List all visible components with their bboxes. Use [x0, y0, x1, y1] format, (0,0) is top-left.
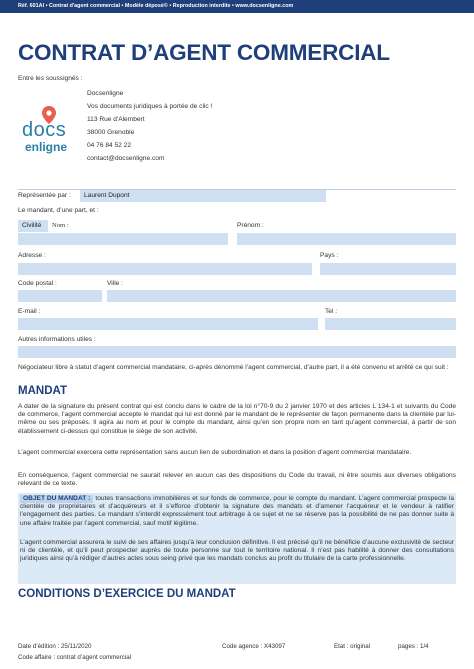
logo-enligne-text: enligne [25, 140, 68, 154]
footer-etat: Etat : original [334, 643, 371, 650]
objet-text: toutes transactions immobilières et sur fonds de commerce, pour le compte du mandant. L’agent commercial prospecte la clientèle de propriétaires et d’acquéreurs et il s’efforce d’obtenir la signature des mandats et d’amener l’acquéreur et le vendeur à ratifier l’engagement des parties. Le mandant s’interdit expressément tout arbitrage à ce sujet et ne se réserve pas la possibilité de ne pas donner suite à une affaire traitée par l’agent commercial, sauf motif légitime. [20, 495, 455, 527]
footer-code-affaire: Code affaire : contrat d’agent commercial [18, 654, 132, 661]
footer-date: Date d’édition : 25/11/2020 [18, 643, 92, 650]
section-heading-mandat: MANDAT [18, 385, 67, 397]
mandat-paragraph-2: L’agent commercial exercera cette représentation sans aucun lien de subordination et dans la position d’agent commercial mandataire. [18, 449, 412, 456]
cp-label: Code postal : [18, 280, 57, 287]
footer-pages: pages : 1/4 [398, 643, 429, 650]
pays-label: Pays : [320, 252, 339, 259]
adresse-label: Adresse : [18, 252, 46, 259]
email-field[interactable] [18, 318, 318, 330]
email-label: E-mail : [18, 308, 41, 315]
pays-field[interactable] [320, 263, 456, 275]
represented-value: Laurent Dupont [84, 192, 130, 199]
tel-field[interactable] [325, 318, 456, 330]
document-title: CONTRAT D’AGENT COMMERCIAL [18, 40, 390, 65]
represented-label: Représentée par : [18, 192, 71, 199]
ville-field[interactable] [107, 290, 456, 302]
negociateur-paragraph: Négociateur libre à statut d’agent commercial mandataire, ci-après dénommé l’agent commercial, d’autre part, il a été convenu et arrêté ce qui suit : [18, 364, 449, 371]
logo-docs-text: docs [22, 119, 67, 141]
cp-field[interactable] [18, 290, 102, 302]
nom-field[interactable] [18, 233, 228, 245]
ville-label: Ville : [107, 280, 124, 287]
objet-paragraph [20, 495, 454, 528]
objet-label: OBJET DU MANDAT : [20, 495, 93, 503]
civilite-field[interactable] [18, 220, 48, 232]
company-city: 38000 Grenoble [87, 129, 135, 136]
prenom-field[interactable] [237, 233, 456, 245]
company-tagline: Vos documents juridiques à portée de clic ! [87, 103, 213, 110]
tel-label: Tel : [325, 308, 338, 315]
parties-intro: Entre les soussignés : [18, 75, 83, 82]
footer-code-agence: Code agence : X43097 [222, 643, 286, 650]
company-name: Docsenligne [87, 90, 124, 97]
autres-field[interactable] [18, 346, 456, 358]
autres-label: Autres informations utiles : [18, 336, 96, 343]
mandat-paragraph-1: A dater de la signature du présent contrat qui est conclu dans le cadre de la loi n°70-9 du 2 janvier 1970 et des articles L 134-1 et suivants du Code de commerce, l’agent commercial accepte le mandat qui lui est donné par le mandant de le représenter de façon permanente dans la clientèle par lui-même ou ses préposés. Il agira au nom et pour le compte du mandant, ainsi qu’en son propre nom en tant qu’agent commercial, à partir de son établissement ci-dessus qui constitue le siège de son activité. [18, 403, 456, 435]
mandat-paragraph-3: En conséquence, l’agent commercial ne saurait relever en aucun cas des dispositions du Code du travail, ni être soumis aux diverses obligations relevant de ce texte. [18, 472, 456, 488]
company-logo [18, 88, 80, 160]
company-phone: 04 76 84 52 22 [87, 142, 131, 149]
prenom-label: Prénom : [237, 222, 264, 229]
civilite-label: Civilité [22, 222, 42, 229]
company-email: contact@docsenligne.com [87, 155, 165, 162]
represented-field[interactable] [80, 190, 326, 202]
header-bar: Réf. 601AI • Contrat d'agent commercial • Modèle déposé© • Reproduction interdite • www.docsenligne.com [0, 0, 474, 13]
section-heading-conditions: CONDITIONS D’EXERCICE DU MANDAT [18, 588, 236, 600]
objet-paragraph-2: L’agent commercial assurera le suivi de ses affaires jusqu’à leur conclusion définitive. Il est précisé qu’il ne bénéficie d’aucune exclusivité de secteur ni de clientèle, et qu’il peut prospecter auprès de toute personne sur tout le territoire national. Il n’est pas habilité à donner des consultations juridiques ainsi qu’à rédiger d’autres actes sous seing privé que les mandats conclus au profit du titulaire de la carte professionnelle. [20, 539, 454, 563]
company-street: 113 Rue d'Alembert [87, 116, 145, 123]
nom-label: Nom : [52, 222, 69, 229]
adresse-field[interactable] [18, 263, 312, 275]
mandant-label: Le mandant, d’une part, et : [18, 207, 99, 214]
objet-du-mandat-box [18, 493, 456, 584]
